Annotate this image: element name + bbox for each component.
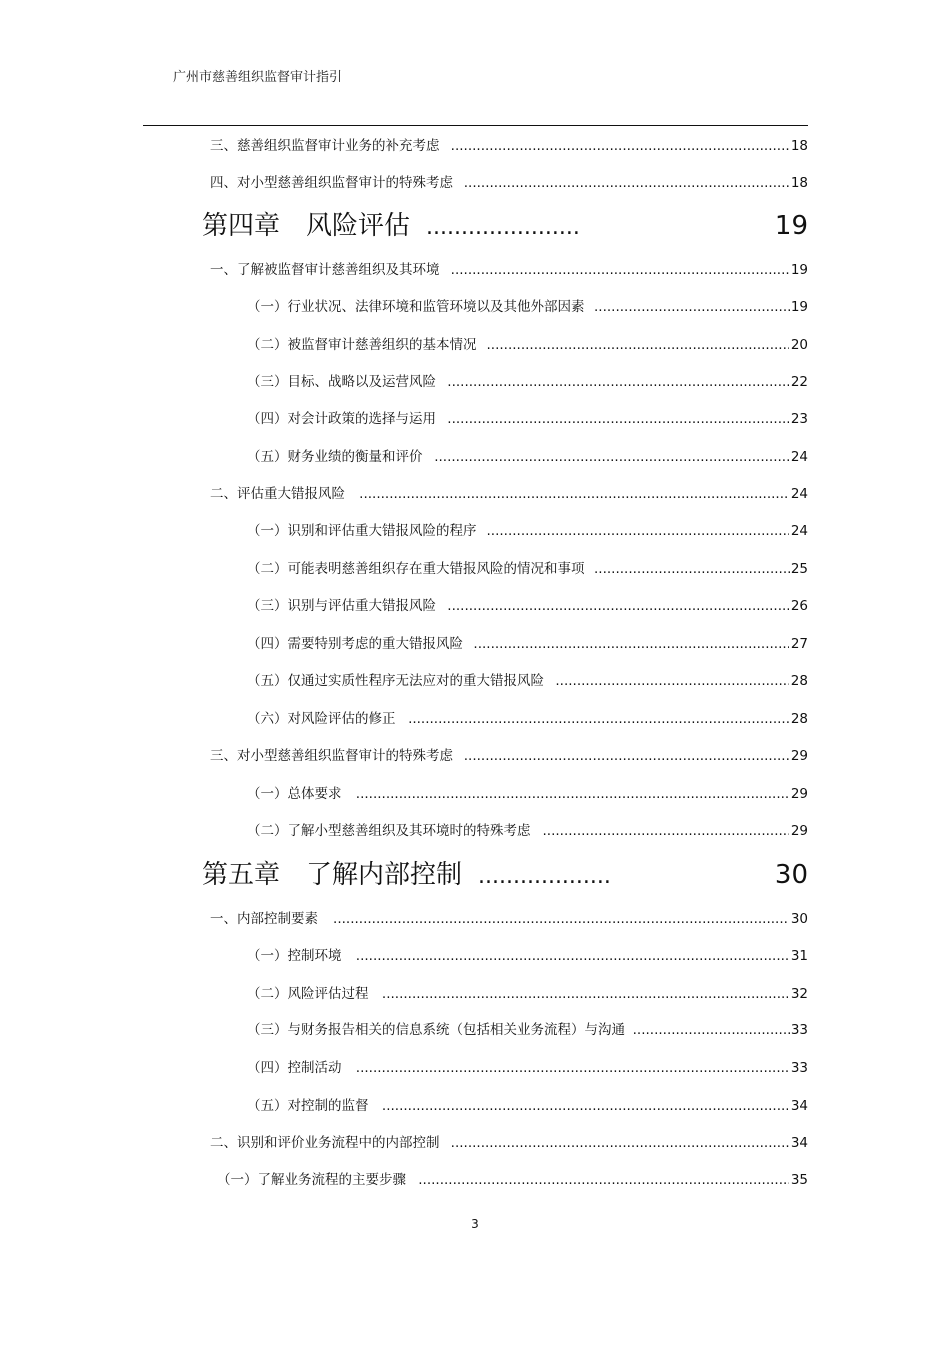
toc-entry[interactable] xyxy=(247,560,808,578)
toc-leader xyxy=(464,174,789,192)
toc-entry-page: 19 xyxy=(790,262,808,278)
toc-leader xyxy=(451,261,789,279)
toc-chapter-title: 第五章 了解内部控制 xyxy=(202,860,463,890)
toc-entry-title: 一、内部控制要素 xyxy=(210,911,318,927)
toc-entry-title: 二、识别和评价业务流程中的内部控制 xyxy=(210,1135,440,1151)
toc-leader xyxy=(594,298,790,316)
toc-entry-page: 26 xyxy=(790,598,808,614)
toc-entry-title: 二、评估重大错报风险 xyxy=(210,486,345,502)
toc-leader xyxy=(486,336,789,354)
toc-leader xyxy=(594,560,790,578)
toc-entry-page: 35 xyxy=(790,1172,808,1188)
toc-leader xyxy=(542,822,789,840)
toc-leader xyxy=(486,522,789,540)
toc-entry[interactable] xyxy=(210,174,808,192)
toc-entry-page: 34 xyxy=(790,1135,808,1151)
toc-entry-page: 24 xyxy=(790,486,808,502)
toc-entry-page: 34 xyxy=(790,1098,809,1114)
toc-entry-page: 32 xyxy=(790,986,809,1002)
running-header: 广州市慈善组织监督审计指引 xyxy=(173,70,343,85)
toc-entry-page: 27 xyxy=(790,636,809,652)
toc-entry[interactable] xyxy=(247,336,808,354)
toc-entry-title: （二）可能表明慈善组织存在重大错报风险的情况和事项 xyxy=(247,561,585,577)
toc-entry[interactable] xyxy=(247,947,808,965)
toc-entry-page: 18 xyxy=(790,175,808,191)
toc-entry-page: 28 xyxy=(790,711,808,727)
toc-entry[interactable] xyxy=(210,1134,808,1152)
toc-entry-title: 三、对小型慈善组织监督审计的特殊考虑 xyxy=(210,748,453,764)
toc-entry-title: （二）了解小型慈善组织及其环境时的特殊考虑 xyxy=(247,823,531,839)
toc-entry-title: （一）控制环境 xyxy=(247,948,342,964)
toc-entry-title: （五）仅通过实质性程序无法应对的重大错报风险 xyxy=(247,673,544,689)
toc-entry-title: （四）对会计政策的选择与运用 xyxy=(247,411,436,427)
toc-entry[interactable] xyxy=(210,747,808,765)
toc-entry-title: 四、对小型慈善组织监督审计的特殊考虑 xyxy=(210,175,453,191)
toc-entry[interactable] xyxy=(247,1021,808,1039)
toc-leader xyxy=(408,710,789,728)
toc-entry-title: 一、了解被监督审计慈善组织及其环境 xyxy=(210,262,440,278)
toc-entry[interactable] xyxy=(247,785,808,803)
toc-entry-title: （一）总体要求 xyxy=(247,786,342,802)
toc-entry-title: （三）目标、战略以及运营风险 xyxy=(247,374,436,390)
toc-entry-title: （一）了解业务流程的主要步骤 xyxy=(217,1172,406,1188)
toc-leader xyxy=(359,485,788,503)
toc-entry-page: 30 xyxy=(790,911,809,927)
toc-chapter-leader: ...................... xyxy=(426,215,580,240)
toc-entry-title: （二）风险评估过程 xyxy=(247,986,369,1002)
page-number: 3 xyxy=(471,1217,479,1231)
toc-leader xyxy=(464,747,789,765)
toc-entry-page: 19 xyxy=(790,299,808,315)
toc-entry-page: 18 xyxy=(790,138,808,154)
toc-entry-page: 29 xyxy=(790,823,808,839)
toc-entry[interactable] xyxy=(210,910,808,928)
toc-entry-title: （二）被监督审计慈善组织的基本情况 xyxy=(247,337,477,353)
toc-entry-title: （四）控制活动 xyxy=(247,1060,342,1076)
toc-entry[interactable] xyxy=(247,410,808,428)
toc-entry[interactable] xyxy=(247,522,808,540)
toc-entry[interactable] xyxy=(217,1171,808,1189)
toc-leader xyxy=(356,1059,789,1077)
toc-leader xyxy=(447,597,789,615)
header-rule xyxy=(143,125,808,126)
toc-leader xyxy=(382,1097,789,1115)
toc-entry-title: （一）识别和评估重大错报风险的程序 xyxy=(247,523,477,539)
toc-leader xyxy=(333,910,788,928)
toc-entry-title: （四）需要特别考虑的重大错报风险 xyxy=(247,636,463,652)
toc-chapter-leader: ................... xyxy=(478,864,611,889)
toc-entry-page: 22 xyxy=(790,374,808,390)
toc-entry-page: 29 xyxy=(790,748,808,764)
toc-leader xyxy=(633,1021,790,1039)
toc-entry[interactable] xyxy=(247,373,808,391)
toc-leader xyxy=(382,985,789,1003)
toc-entry-title: （三）与财务报告相关的信息系统（包括相关业务流程）与沟通 xyxy=(247,1022,625,1038)
toc-entry-page: 23 xyxy=(790,411,808,427)
toc-entry-title: 三、慈善组织监督审计业务的补充考虑 xyxy=(210,138,440,154)
toc-leader xyxy=(555,672,789,690)
toc-entry[interactable] xyxy=(247,710,808,728)
toc-entry[interactable] xyxy=(247,985,808,1003)
toc-entry-title: （六）对风险评估的修正 xyxy=(247,711,396,727)
toc-entry-title: （三）识别与评估重大错报风险 xyxy=(247,598,436,614)
toc-leader xyxy=(473,635,789,653)
toc-entry-title: （五）财务业绩的衡量和评价 xyxy=(247,449,423,465)
toc-entry[interactable] xyxy=(247,1059,808,1077)
toc-entry[interactable] xyxy=(210,485,808,503)
toc-entry-page: 28 xyxy=(790,673,808,689)
toc-entry-page: 24 xyxy=(790,449,808,465)
toc-chapter-page: 30 xyxy=(774,860,808,890)
toc-leader xyxy=(451,1134,789,1152)
toc-entry[interactable] xyxy=(247,298,808,316)
toc-entry[interactable] xyxy=(247,597,808,615)
toc-entry[interactable] xyxy=(247,635,808,653)
toc-chapter[interactable] xyxy=(202,209,808,243)
toc-leader xyxy=(434,448,789,466)
toc-entry[interactable] xyxy=(247,448,808,466)
toc-entry-page: 29 xyxy=(790,786,808,802)
toc-entry[interactable] xyxy=(247,822,808,840)
toc-entry[interactable] xyxy=(247,672,808,690)
toc-entry-page: 33 xyxy=(790,1060,808,1076)
toc-chapter-page: 19 xyxy=(774,211,808,241)
toc-entry-page: 24 xyxy=(790,523,808,539)
toc-leader xyxy=(447,373,789,391)
toc-entry-page: 31 xyxy=(790,948,808,964)
toc-entry[interactable] xyxy=(210,261,808,279)
toc-entry-page: 25 xyxy=(790,561,808,577)
toc-leader xyxy=(356,785,789,803)
toc-entry-title: （一）行业状况、法律环境和监管环境以及其他外部因素 xyxy=(247,299,585,315)
toc-entry-page: 20 xyxy=(790,337,808,353)
toc-leader xyxy=(418,1171,788,1189)
toc-chapter-title: 第四章 风险评估 xyxy=(202,211,411,241)
toc-entry-page: 33 xyxy=(790,1022,809,1038)
toc-entry[interactable] xyxy=(210,137,808,155)
toc-entry-title: （五）对控制的监督 xyxy=(247,1098,369,1114)
toc-leader xyxy=(451,137,789,155)
toc-leader xyxy=(356,947,789,965)
toc-chapter[interactable] xyxy=(202,858,808,892)
toc-entry[interactable] xyxy=(247,1097,808,1115)
toc-leader xyxy=(447,410,789,428)
